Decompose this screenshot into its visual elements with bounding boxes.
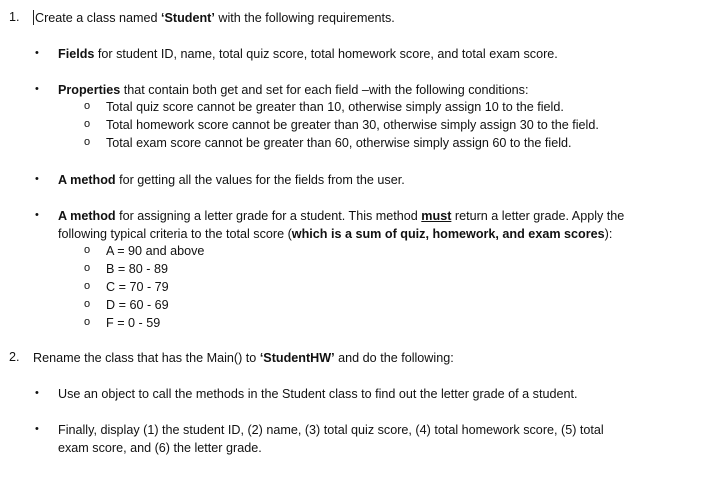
criteria-post: ): xyxy=(604,227,613,241)
bullet-icon: • xyxy=(35,423,39,435)
grade-item: F = 0 - 59 xyxy=(106,316,161,330)
properties-label: Properties xyxy=(58,83,121,97)
fields-text: for student ID, name, total quiz score, total homework score, and total exam score. xyxy=(94,47,558,61)
condition-item: Total exam score cannot be greater than 60, otherwise simply assign 60 to the field. xyxy=(106,136,572,150)
fields-label: Fields xyxy=(58,47,95,61)
method-grade-text-2: return a letter grade. Apply the xyxy=(451,209,625,223)
grade-item: B = 80 - 89 xyxy=(106,262,168,276)
bullet-icon: • xyxy=(35,209,39,221)
grade-item: C = 70 - 79 xyxy=(106,280,169,294)
criteria-bold: which is a sum of quiz, homework, and exam scores xyxy=(291,227,605,241)
section-2-heading-pre: Rename the class that has the Main() to xyxy=(33,351,260,365)
method-get-label: A method xyxy=(58,173,116,187)
sub-bullet-icon: o xyxy=(84,262,91,274)
sub-bullet-icon: o xyxy=(84,316,91,328)
section-1-heading xyxy=(33,10,395,26)
must-emphasis: must xyxy=(421,209,452,223)
requirement-properties xyxy=(58,82,528,98)
sub-bullet-icon: o xyxy=(84,136,91,148)
section-2-item-line-2: exam score, and (6) the letter grade. xyxy=(58,441,262,455)
class-name-student: ‘Student’ xyxy=(161,11,215,25)
section-2-heading xyxy=(33,350,454,366)
section-1-number: 1. xyxy=(9,10,20,24)
sub-bullet-icon: o xyxy=(84,100,91,112)
condition-item: Total quiz score cannot be greater than 10, otherwise simply assign 10 to the field. xyxy=(106,100,564,114)
grade-item: A = 90 and above xyxy=(106,244,205,258)
method-get-text: for getting all the values for the fields from the user. xyxy=(115,173,405,187)
criteria-pre: following typical criteria to the total score ( xyxy=(58,227,292,241)
text-cursor xyxy=(33,10,34,25)
section-2-number: 2. xyxy=(9,350,20,364)
grade-item: D = 60 - 69 xyxy=(106,298,169,312)
section-2-item: Use an object to call the methods in the Student class to find out the letter grade of a student. xyxy=(58,387,578,401)
sub-bullet-icon: o xyxy=(84,118,91,130)
method-grade-label: A method xyxy=(58,209,116,223)
condition-item: Total homework score cannot be greater than 30, otherwise simply assign 30 to the field. xyxy=(106,118,599,132)
bullet-icon: • xyxy=(35,47,39,59)
properties-text: that contain both get and set for each field –with the following conditions: xyxy=(120,83,529,97)
requirement-method-grade xyxy=(58,208,624,224)
section-2-heading-post: and do the following: xyxy=(334,351,454,365)
bullet-icon: • xyxy=(35,173,39,185)
requirement-method-grade-line-2 xyxy=(58,226,612,242)
sub-bullet-icon: o xyxy=(84,298,91,310)
bullet-icon: • xyxy=(35,387,39,399)
sub-bullet-icon: o xyxy=(84,280,91,292)
section-1-heading-post: with the following requirements. xyxy=(214,11,395,25)
bullet-icon: • xyxy=(35,83,39,95)
section-2-item: Finally, display (1) the student ID, (2) name, (3) total quiz score, (4) total homework score, (5) total xyxy=(58,423,604,437)
requirement-fields xyxy=(58,46,558,62)
method-grade-text-1: for assigning a letter grade for a student. This method xyxy=(115,209,422,223)
class-name-studenthw: ‘StudentHW’ xyxy=(259,351,335,365)
section-1-heading-pre: Create a class named xyxy=(35,11,161,25)
requirement-method-get xyxy=(58,172,405,188)
sub-bullet-icon: o xyxy=(84,244,91,256)
